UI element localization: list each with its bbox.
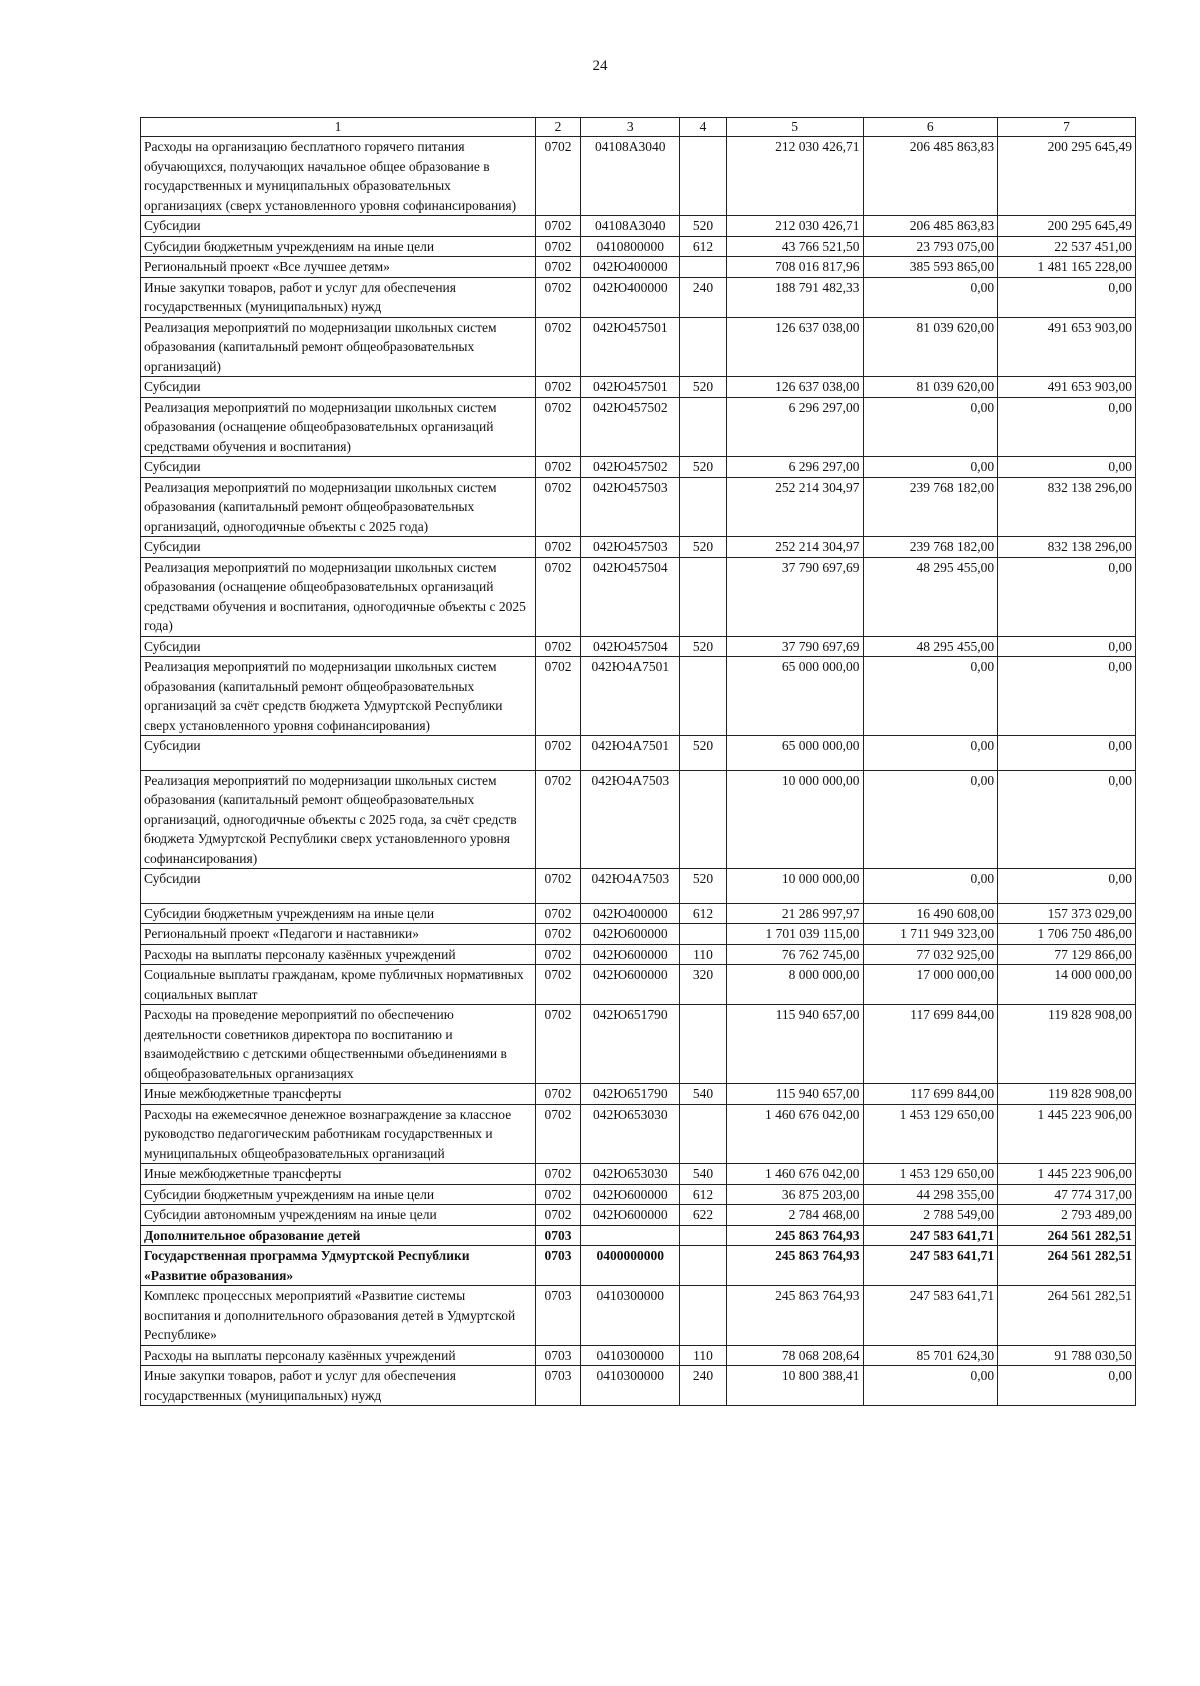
expense-type-cell: 540 xyxy=(680,1084,726,1105)
header-cell: 6 xyxy=(863,118,998,137)
amount-cell-col7: 0,00 xyxy=(998,869,1136,904)
amount-cell-col5: 2 784 468,00 xyxy=(726,1205,863,1226)
expense-name-cell: Субсидии xyxy=(141,377,536,398)
table-row xyxy=(141,869,1136,904)
amount-cell-col7: 0,00 xyxy=(998,557,1136,636)
amount-cell-col7: 1 445 223 906,00 xyxy=(998,1104,1136,1164)
section-code-cell: 0702 xyxy=(535,1104,580,1164)
amount-cell-col7: 264 561 282,51 xyxy=(998,1286,1136,1346)
target-article-cell: 042Ю4А7503 xyxy=(581,770,680,869)
amount-cell-col6: 1 711 949 323,00 xyxy=(863,924,998,945)
page-number: 24 xyxy=(592,58,608,74)
target-article-cell: 042Ю400000 xyxy=(581,257,680,278)
expense-name-cell: Реализация мероприятий по модернизации школьных систем образования (оснащение общеобразовательных организаций средствами обучения и воспитания, одногодичные объекты с 2025 года) xyxy=(141,557,536,636)
expense-name-cell: Реализация мероприятий по модернизации школьных систем образования (капитальный ремонт общеобразовательных организаций) xyxy=(141,317,536,377)
expense-type-cell: 520 xyxy=(680,537,726,558)
expense-name-cell: Расходы на ежемесячное денежное вознаграждение за классное руководство педагогическим работникам государственных и муниципальных общеобразовательных организаций xyxy=(141,1104,536,1164)
table-row xyxy=(141,277,1136,317)
expense-name-cell: Реализация мероприятий по модернизации школьных систем образования (капитальный ремонт общеобразовательных организаций, одногодичные объекты с 2025 года) xyxy=(141,477,536,537)
expense-type-cell xyxy=(680,1286,726,1346)
section-code-cell: 0702 xyxy=(535,216,580,237)
amount-cell-col5: 10 000 000,00 xyxy=(726,869,863,904)
amount-cell-col6: 44 298 355,00 xyxy=(863,1184,998,1205)
amount-cell-col7: 47 774 317,00 xyxy=(998,1184,1136,1205)
amount-cell-col5: 1 460 676 042,00 xyxy=(726,1164,863,1185)
expense-name-cell: Социальные выплаты гражданам, кроме публичных нормативных социальных выплат xyxy=(141,965,536,1005)
section-code-cell: 0702 xyxy=(535,944,580,965)
amount-cell-col6: 0,00 xyxy=(863,397,998,457)
expense-name-cell: Субсидии бюджетным учреждениям на иные цели xyxy=(141,1184,536,1205)
table-row xyxy=(141,537,1136,558)
expense-type-cell: 612 xyxy=(680,903,726,924)
table-row xyxy=(141,137,1136,216)
table-row xyxy=(141,903,1136,924)
amount-cell-col6: 1 453 129 650,00 xyxy=(863,1164,998,1185)
section-code-cell: 0702 xyxy=(535,1084,580,1105)
expense-type-cell xyxy=(680,137,726,216)
target-article-cell: 042Ю600000 xyxy=(581,924,680,945)
amount-cell-col5: 10 000 000,00 xyxy=(726,770,863,869)
budget-table xyxy=(140,117,1136,1406)
table-row xyxy=(141,770,1136,869)
amount-cell-col6: 0,00 xyxy=(863,869,998,904)
header-cell: 3 xyxy=(581,118,680,137)
amount-cell-col6: 81 039 620,00 xyxy=(863,377,998,398)
amount-cell-col5: 36 875 203,00 xyxy=(726,1184,863,1205)
target-article-cell: 042Ю457501 xyxy=(581,377,680,398)
expense-type-cell: 320 xyxy=(680,965,726,1005)
target-article-cell: 0410300000 xyxy=(581,1286,680,1346)
target-article-cell: 04108А3040 xyxy=(581,137,680,216)
amount-cell-col6: 0,00 xyxy=(863,457,998,478)
amount-cell-col6: 239 768 182,00 xyxy=(863,537,998,558)
table-row xyxy=(141,377,1136,398)
table-row xyxy=(141,216,1136,237)
amount-cell-col7: 77 129 866,00 xyxy=(998,944,1136,965)
expense-name-cell: Расходы на проведение мероприятий по обеспечению деятельности советников директора по воспитанию и взаимодействию с детскими общественными объединениями в общеобразовательных организациях xyxy=(141,1005,536,1084)
table-row xyxy=(141,477,1136,537)
amount-cell-col5: 43 766 521,50 xyxy=(726,236,863,257)
section-code-cell: 0702 xyxy=(535,236,580,257)
expense-name-cell: Субсидии бюджетным учреждениям на иные цели xyxy=(141,903,536,924)
amount-cell-col7: 0,00 xyxy=(998,657,1136,736)
target-article-cell: 042Ю457504 xyxy=(581,636,680,657)
target-article-cell: 0410300000 xyxy=(581,1345,680,1366)
table-row xyxy=(141,657,1136,736)
amount-cell-col6: 117 699 844,00 xyxy=(863,1005,998,1084)
amount-cell-col6: 117 699 844,00 xyxy=(863,1084,998,1105)
amount-cell-col5: 252 214 304,97 xyxy=(726,537,863,558)
table-row xyxy=(141,1084,1136,1105)
amount-cell-col6: 206 485 863,83 xyxy=(863,137,998,216)
amount-cell-col5: 65 000 000,00 xyxy=(726,657,863,736)
table-row xyxy=(141,1104,1136,1164)
target-article-cell: 042Ю457502 xyxy=(581,457,680,478)
target-article-cell: 042Ю400000 xyxy=(581,277,680,317)
section-code-cell: 0702 xyxy=(535,903,580,924)
expense-name-cell: Расходы на выплаты персоналу казённых учреждений xyxy=(141,944,536,965)
expense-type-cell xyxy=(680,477,726,537)
amount-cell-col5: 245 863 764,93 xyxy=(726,1286,863,1346)
amount-cell-col7: 491 653 903,00 xyxy=(998,317,1136,377)
amount-cell-col6: 0,00 xyxy=(863,657,998,736)
section-code-cell: 0702 xyxy=(535,277,580,317)
amount-cell-col7: 1 481 165 228,00 xyxy=(998,257,1136,278)
amount-cell-col6: 247 583 641,71 xyxy=(863,1225,998,1246)
table-row xyxy=(141,1005,1136,1084)
amount-cell-col7: 200 295 645,49 xyxy=(998,137,1136,216)
amount-cell-col6: 0,00 xyxy=(863,736,998,771)
expense-name-cell: Реализация мероприятий по модернизации школьных систем образования (оснащение общеобразовательных организаций средствами обучения и воспитания) xyxy=(141,397,536,457)
table-row xyxy=(141,1345,1136,1366)
expense-type-cell: 520 xyxy=(680,457,726,478)
expense-name-cell: Иные межбюджетные трансферты xyxy=(141,1084,536,1105)
section-code-cell: 0702 xyxy=(535,965,580,1005)
amount-cell-col5: 245 863 764,93 xyxy=(726,1246,863,1286)
expense-name-cell: Субсидии xyxy=(141,636,536,657)
target-article-cell: 042Ю457502 xyxy=(581,397,680,457)
table-row xyxy=(141,965,1136,1005)
amount-cell-col6: 1 453 129 650,00 xyxy=(863,1104,998,1164)
expense-name-cell: Иные закупки товаров, работ и услуг для обеспечения государственных (муниципальных) нужд xyxy=(141,277,536,317)
amount-cell-col6: 0,00 xyxy=(863,770,998,869)
target-article-cell: 042Ю4А7501 xyxy=(581,657,680,736)
table-row xyxy=(141,457,1136,478)
expense-type-cell xyxy=(680,1005,726,1084)
expense-name-cell: Региональный проект «Все лучшее детям» xyxy=(141,257,536,278)
header-cell: 5 xyxy=(726,118,863,137)
table-row xyxy=(141,1225,1136,1246)
amount-cell-col6: 77 032 925,00 xyxy=(863,944,998,965)
section-code-cell: 0702 xyxy=(535,1205,580,1226)
target-article-cell: 042Ю600000 xyxy=(581,1184,680,1205)
target-article-cell: 0410300000 xyxy=(581,1366,680,1406)
amount-cell-col5: 708 016 817,96 xyxy=(726,257,863,278)
amount-cell-col6: 85 701 624,30 xyxy=(863,1345,998,1366)
target-article-cell: 042Ю600000 xyxy=(581,1205,680,1226)
section-code-cell: 0702 xyxy=(535,477,580,537)
amount-cell-col5: 1 460 676 042,00 xyxy=(726,1104,863,1164)
section-code-cell: 0702 xyxy=(535,636,580,657)
expense-type-cell: 612 xyxy=(680,236,726,257)
expense-type-cell xyxy=(680,257,726,278)
section-code-cell: 0702 xyxy=(535,317,580,377)
amount-cell-col6: 2 788 549,00 xyxy=(863,1205,998,1226)
expense-name-cell: Расходы на организацию бесплатного горячего питания обучающихся, получающих начальное общее образование в государственных и муниципальных образовательных организациях (сверх установленного уровня софинансирования) xyxy=(141,137,536,216)
amount-cell-col6: 23 793 075,00 xyxy=(863,236,998,257)
amount-cell-col5: 188 791 482,33 xyxy=(726,277,863,317)
target-article-cell: 042Ю4А7501 xyxy=(581,736,680,771)
amount-cell-col7: 91 788 030,50 xyxy=(998,1345,1136,1366)
amount-cell-col7: 200 295 645,49 xyxy=(998,216,1136,237)
table-row xyxy=(141,557,1136,636)
table-row xyxy=(141,1246,1136,1286)
expense-name-cell: Субсидии xyxy=(141,457,536,478)
amount-cell-col7: 14 000 000,00 xyxy=(998,965,1136,1005)
amount-cell-col6: 385 593 865,00 xyxy=(863,257,998,278)
expense-name-cell: Субсидии xyxy=(141,869,536,904)
target-article-cell: 042Ю457501 xyxy=(581,317,680,377)
target-article-cell: 042Ю653030 xyxy=(581,1164,680,1185)
target-article-cell: 042Ю651790 xyxy=(581,1005,680,1084)
section-code-cell: 0702 xyxy=(535,1164,580,1185)
expense-type-cell: 520 xyxy=(680,636,726,657)
expense-type-cell xyxy=(680,397,726,457)
amount-cell-col5: 37 790 697,69 xyxy=(726,557,863,636)
target-article-cell: 042Ю653030 xyxy=(581,1104,680,1164)
expense-name-cell: Субсидии бюджетным учреждениям на иные цели xyxy=(141,236,536,257)
amount-cell-col6: 17 000 000,00 xyxy=(863,965,998,1005)
target-article-cell: 042Ю600000 xyxy=(581,944,680,965)
section-code-cell: 0702 xyxy=(535,1184,580,1205)
amount-cell-col7: 119 828 908,00 xyxy=(998,1005,1136,1084)
expense-name-cell: Реализация мероприятий по модернизации школьных систем образования (капитальный ремонт общеобразовательных организаций, одногодичные объекты с 2025 года, за счёт средств бюджета Удмуртской Республики сверх установленного уровня софинансирования) xyxy=(141,770,536,869)
target-article-cell xyxy=(581,1225,680,1246)
amount-cell-col5: 10 800 388,41 xyxy=(726,1366,863,1406)
header-cell: 7 xyxy=(998,118,1136,137)
amount-cell-col7: 22 537 451,00 xyxy=(998,236,1136,257)
amount-cell-col7: 832 138 296,00 xyxy=(998,537,1136,558)
amount-cell-col6: 206 485 863,83 xyxy=(863,216,998,237)
expense-name-cell: Комплекс процессных мероприятий «Развитие системы воспитания и дополнительного образования детей в Удмуртской Республике» xyxy=(141,1286,536,1346)
amount-cell-col7: 0,00 xyxy=(998,397,1136,457)
expense-name-cell: Субсидии xyxy=(141,216,536,237)
expense-type-cell xyxy=(680,557,726,636)
amount-cell-col5: 1 701 039 115,00 xyxy=(726,924,863,945)
header-cell: 1 xyxy=(141,118,536,137)
expense-type-cell xyxy=(680,924,726,945)
amount-cell-col7: 491 653 903,00 xyxy=(998,377,1136,398)
header-row xyxy=(141,118,1136,137)
table-row xyxy=(141,1164,1136,1185)
amount-cell-col7: 0,00 xyxy=(998,1366,1136,1406)
section-code-cell: 0702 xyxy=(535,736,580,771)
amount-cell-col7: 0,00 xyxy=(998,636,1136,657)
expense-type-cell: 520 xyxy=(680,216,726,237)
section-code-cell: 0703 xyxy=(535,1286,580,1346)
section-code-cell: 0702 xyxy=(535,869,580,904)
expense-name-cell: Иные межбюджетные трансферты xyxy=(141,1164,536,1185)
expense-name-cell: Расходы на выплаты персоналу казённых учреждений xyxy=(141,1345,536,1366)
section-code-cell: 0702 xyxy=(535,257,580,278)
table-row xyxy=(141,924,1136,945)
expense-type-cell: 540 xyxy=(680,1164,726,1185)
target-article-cell: 042Ю457503 xyxy=(581,537,680,558)
amount-cell-col5: 252 214 304,97 xyxy=(726,477,863,537)
section-code-cell: 0703 xyxy=(535,1366,580,1406)
section-code-cell: 0702 xyxy=(535,537,580,558)
amount-cell-col5: 126 637 038,00 xyxy=(726,377,863,398)
table-row xyxy=(141,736,1136,771)
expense-type-cell xyxy=(680,317,726,377)
amount-cell-col5: 6 296 297,00 xyxy=(726,397,863,457)
amount-cell-col7: 0,00 xyxy=(998,736,1136,771)
amount-cell-col7: 119 828 908,00 xyxy=(998,1084,1136,1105)
expense-type-cell: 520 xyxy=(680,869,726,904)
target-article-cell: 0410800000 xyxy=(581,236,680,257)
target-article-cell: 0400000000 xyxy=(581,1246,680,1286)
section-code-cell: 0702 xyxy=(535,137,580,216)
table-row xyxy=(141,1366,1136,1406)
section-code-cell: 0702 xyxy=(535,924,580,945)
amount-cell-col7: 157 373 029,00 xyxy=(998,903,1136,924)
section-code-cell: 0702 xyxy=(535,557,580,636)
amount-cell-col7: 0,00 xyxy=(998,457,1136,478)
amount-cell-col7: 264 561 282,51 xyxy=(998,1225,1136,1246)
table-row xyxy=(141,636,1136,657)
amount-cell-col5: 212 030 426,71 xyxy=(726,216,863,237)
target-article-cell: 04108А3040 xyxy=(581,216,680,237)
table-row xyxy=(141,1205,1136,1226)
expense-type-cell: 612 xyxy=(680,1184,726,1205)
table-row xyxy=(141,944,1136,965)
table-row xyxy=(141,257,1136,278)
amount-cell-col6: 16 490 608,00 xyxy=(863,903,998,924)
amount-cell-col5: 6 296 297,00 xyxy=(726,457,863,478)
expense-name-cell: Субсидии автономным учреждениям на иные цели xyxy=(141,1205,536,1226)
amount-cell-col6: 247 583 641,71 xyxy=(863,1246,998,1286)
expense-type-cell xyxy=(680,1246,726,1286)
amount-cell-col7: 264 561 282,51 xyxy=(998,1246,1136,1286)
section-code-cell: 0702 xyxy=(535,377,580,398)
amount-cell-col6: 239 768 182,00 xyxy=(863,477,998,537)
amount-cell-col6: 0,00 xyxy=(863,277,998,317)
amount-cell-col6: 48 295 455,00 xyxy=(863,557,998,636)
expense-name-cell: Государственная программа Удмуртской Республики «Развитие образования» xyxy=(141,1246,536,1286)
header-cell: 2 xyxy=(535,118,580,137)
expense-type-cell xyxy=(680,1104,726,1164)
target-article-cell: 042Ю400000 xyxy=(581,903,680,924)
amount-cell-col7: 1 706 750 486,00 xyxy=(998,924,1136,945)
section-code-cell: 0702 xyxy=(535,770,580,869)
table-row xyxy=(141,236,1136,257)
amount-cell-col6: 247 583 641,71 xyxy=(863,1286,998,1346)
amount-cell-col7: 2 793 489,00 xyxy=(998,1205,1136,1226)
expense-type-cell: 520 xyxy=(680,377,726,398)
amount-cell-col5: 37 790 697,69 xyxy=(726,636,863,657)
section-code-cell: 0702 xyxy=(535,1005,580,1084)
amount-cell-col6: 0,00 xyxy=(863,1366,998,1406)
amount-cell-col7: 0,00 xyxy=(998,770,1136,869)
amount-cell-col5: 65 000 000,00 xyxy=(726,736,863,771)
amount-cell-col5: 21 286 997,97 xyxy=(726,903,863,924)
amount-cell-col7: 0,00 xyxy=(998,277,1136,317)
amount-cell-col7: 832 138 296,00 xyxy=(998,477,1136,537)
section-code-cell: 0703 xyxy=(535,1225,580,1246)
amount-cell-col5: 78 068 208,64 xyxy=(726,1345,863,1366)
expense-type-cell xyxy=(680,657,726,736)
expense-type-cell xyxy=(680,770,726,869)
amount-cell-col5: 115 940 657,00 xyxy=(726,1084,863,1105)
expense-type-cell: 520 xyxy=(680,736,726,771)
expense-name-cell: Субсидии xyxy=(141,537,536,558)
expense-type-cell: 240 xyxy=(680,1366,726,1406)
target-article-cell: 042Ю651790 xyxy=(581,1084,680,1105)
expense-name-cell: Иные закупки товаров, работ и услуг для обеспечения государственных (муниципальных) нужд xyxy=(141,1366,536,1406)
target-article-cell: 042Ю457504 xyxy=(581,557,680,636)
amount-cell-col6: 48 295 455,00 xyxy=(863,636,998,657)
section-code-cell: 0702 xyxy=(535,397,580,457)
table-row xyxy=(141,317,1136,377)
section-code-cell: 0702 xyxy=(535,657,580,736)
expense-type-cell: 240 xyxy=(680,277,726,317)
expense-type-cell xyxy=(680,1225,726,1246)
expense-type-cell: 622 xyxy=(680,1205,726,1226)
amount-cell-col5: 76 762 745,00 xyxy=(726,944,863,965)
amount-cell-col7: 1 445 223 906,00 xyxy=(998,1164,1136,1185)
expense-type-cell: 110 xyxy=(680,944,726,965)
target-article-cell: 042Ю4А7503 xyxy=(581,869,680,904)
section-code-cell: 0703 xyxy=(535,1246,580,1286)
amount-cell-col5: 8 000 000,00 xyxy=(726,965,863,1005)
section-code-cell: 0703 xyxy=(535,1345,580,1366)
amount-cell-col5: 245 863 764,93 xyxy=(726,1225,863,1246)
table-row xyxy=(141,1286,1136,1346)
section-code-cell: 0702 xyxy=(535,457,580,478)
expense-name-cell: Региональный проект «Педагоги и наставники» xyxy=(141,924,536,945)
expense-name-cell: Субсидии xyxy=(141,736,536,771)
target-article-cell: 042Ю457503 xyxy=(581,477,680,537)
header-cell: 4 xyxy=(680,118,726,137)
amount-cell-col5: 115 940 657,00 xyxy=(726,1005,863,1084)
expense-name-cell: Реализация мероприятий по модернизации школьных систем образования (капитальный ремонт общеобразовательных организаций за счёт средств бюджета Удмуртской Республики сверх установленного уровня софинансирования) xyxy=(141,657,536,736)
table-row xyxy=(141,397,1136,457)
amount-cell-col5: 126 637 038,00 xyxy=(726,317,863,377)
expense-type-cell: 110 xyxy=(680,1345,726,1366)
target-article-cell: 042Ю600000 xyxy=(581,965,680,1005)
table-row xyxy=(141,1184,1136,1205)
expense-name-cell: Дополнительное образование детей xyxy=(141,1225,536,1246)
amount-cell-col6: 81 039 620,00 xyxy=(863,317,998,377)
amount-cell-col5: 212 030 426,71 xyxy=(726,137,863,216)
